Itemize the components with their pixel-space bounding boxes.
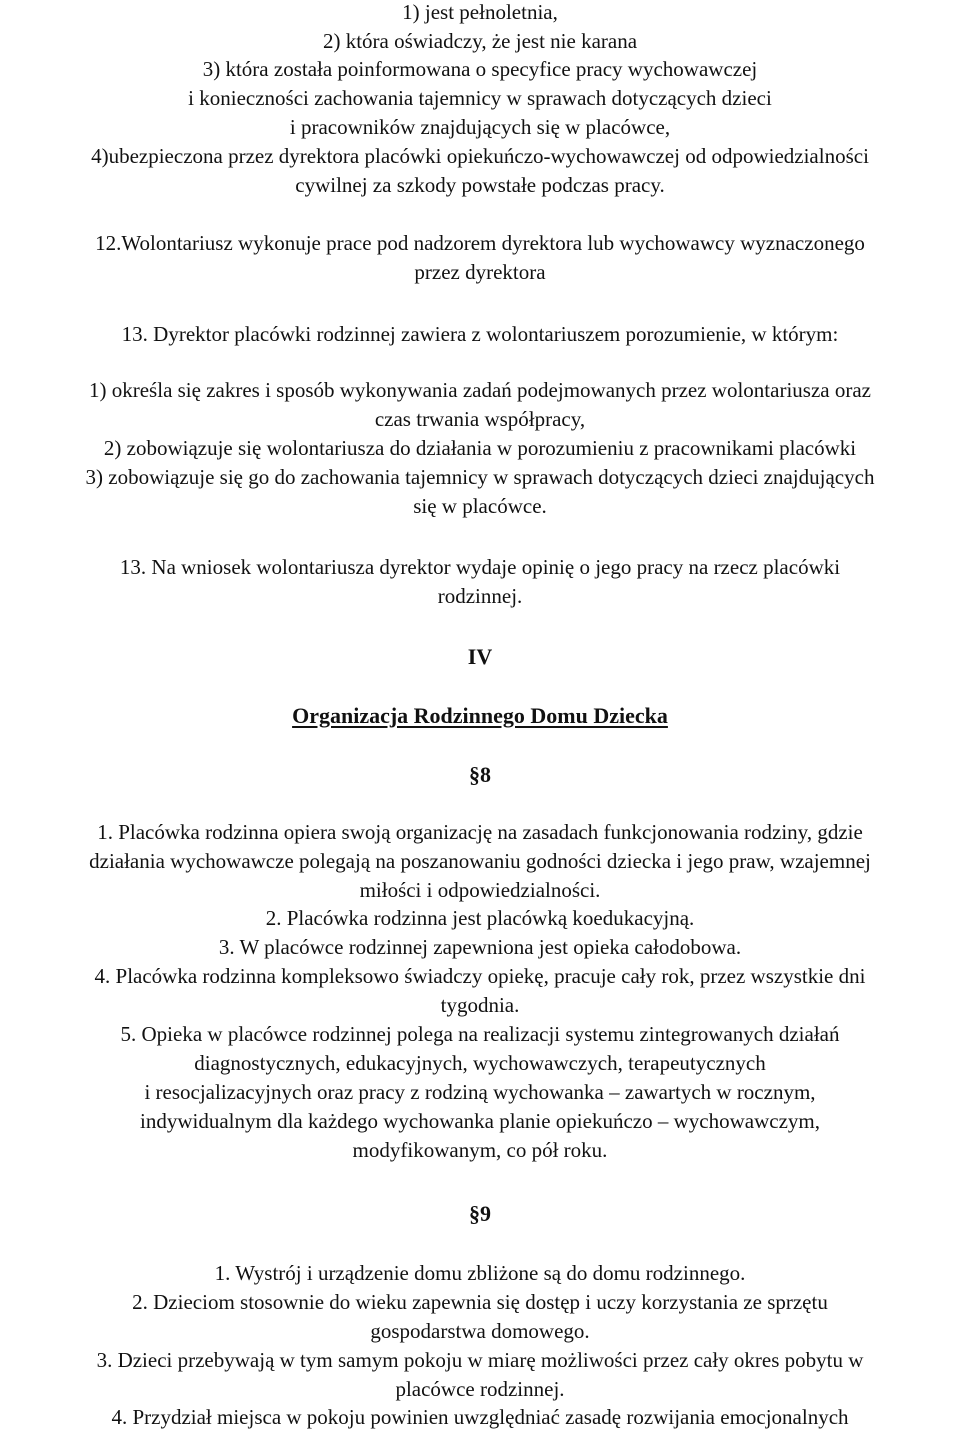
text-line: 4. Placówka rodzinna kompleksowo świadczy opiekę, pracuje cały rok, przez wszystkie dni	[94, 964, 866, 988]
text-line: rodzinnej.	[437, 584, 523, 608]
text-line: 3. W placówce rodzinnej zapewniona jest opieka całodobowa.	[218, 935, 742, 959]
text-line: 3) zobowiązuje się go do zachowania tajemnicy w sprawach dotyczących dzieci znajdujących	[85, 465, 875, 489]
text-line: 2. Placówka rodzinna jest placówką koedukacyjną.	[265, 906, 695, 930]
text-line: przez dyrektora	[414, 260, 546, 284]
text-line: tygodnia.	[440, 993, 520, 1017]
text-line: i konieczności zachowania tajemnicy w sprawach dotyczących dzieci	[188, 86, 772, 110]
text-line: działania wychowawcze polegają na poszanowaniu godności dziecka i jego praw, wzajemnej	[89, 849, 871, 873]
text-line: indywidualnym dla każdego wychowanka planie opiekuńczo – wychowawczym,	[140, 1109, 820, 1133]
text-line: 12.Wolontariusz wykonuje prace pod nadzorem dyrektora lub wychowawcy wyznaczonego	[95, 231, 865, 255]
text-line: gospodarstwa domowego.	[370, 1319, 590, 1343]
text-line: i pracowników znajdujących się w placówce,	[289, 115, 671, 139]
chapter-number: IV	[467, 644, 493, 669]
text-line: 1) określa się zakres i sposób wykonywania zadań podejmowanych przez wolontariusza oraz	[89, 378, 871, 402]
text-line: 2) która oświadczy, że jest nie karana	[322, 29, 638, 53]
text-line: 2) zobowiązuje się wolontariusza do działania w porozumieniu z pracownikami placówki	[103, 436, 857, 460]
text-line: miłości i odpowiedzialności.	[359, 878, 601, 902]
text-line: modyfikowanym, co pół roku.	[352, 1138, 608, 1162]
text-line: 2. Dzieciom stosownie do wieku zapewnia się dostęp i uczy korzystania ze sprzętu	[132, 1290, 828, 1314]
text-line: 5. Opieka w placówce rodzinnej polega na realizacji systemu zintegrowanych działań	[120, 1022, 840, 1046]
text-line: 3) która została poinformowana o specyfice pracy wychowawczej	[202, 57, 758, 81]
text-line: placówce rodzinnej.	[395, 1377, 565, 1401]
text-line: 4)ubezpieczona przez dyrektora placówki opiekuńczo-wychowawczej od odpowiedzialności	[91, 144, 869, 168]
chapter-title: Organizacja Rodzinnego Domu Dziecka	[292, 703, 668, 728]
text-line: 3. Dzieci przebywają w tym samym pokoju w miarę możliwości przez cały okres pobytu w	[96, 1348, 864, 1372]
text-line: cywilnej za szkody powstałe podczas pracy.	[295, 173, 665, 197]
text-line: i resocjalizacyjnych oraz pracy z rodziną wychowanka – zawartych w rocznym,	[144, 1080, 816, 1104]
text-line: 13. Na wniosek wolontariusza dyrektor wydaje opinię o jego pracy na rzecz placówki	[119, 555, 841, 579]
text-line: diagnostycznych, edukacyjnych, wychowawczych, terapeutycznych	[194, 1051, 766, 1075]
section-number: §9	[469, 1201, 491, 1226]
text-line: 1. Placówka rodzinna opiera swoją organizację na zasadach funkcjonowania rodziny, gdzie	[97, 820, 863, 844]
text-line: się w placówce.	[413, 494, 547, 518]
text-line: 13. Dyrektor placówki rodzinnej zawiera z wolontariuszem porozumienie, w którym:	[121, 322, 839, 346]
text-line: czas trwania współpracy,	[374, 407, 586, 431]
text-line: 1. Wystrój i urządzenie domu zbliżone są do domu rodzinnego.	[214, 1261, 746, 1285]
section-number: §8	[469, 762, 491, 787]
text-line: 4. Przydział miejsca w pokoju powinien uwzględniać zasadę rozwijania emocjonalnych	[111, 1405, 849, 1429]
text-line: 1) jest pełnoletnia,	[402, 0, 558, 24]
